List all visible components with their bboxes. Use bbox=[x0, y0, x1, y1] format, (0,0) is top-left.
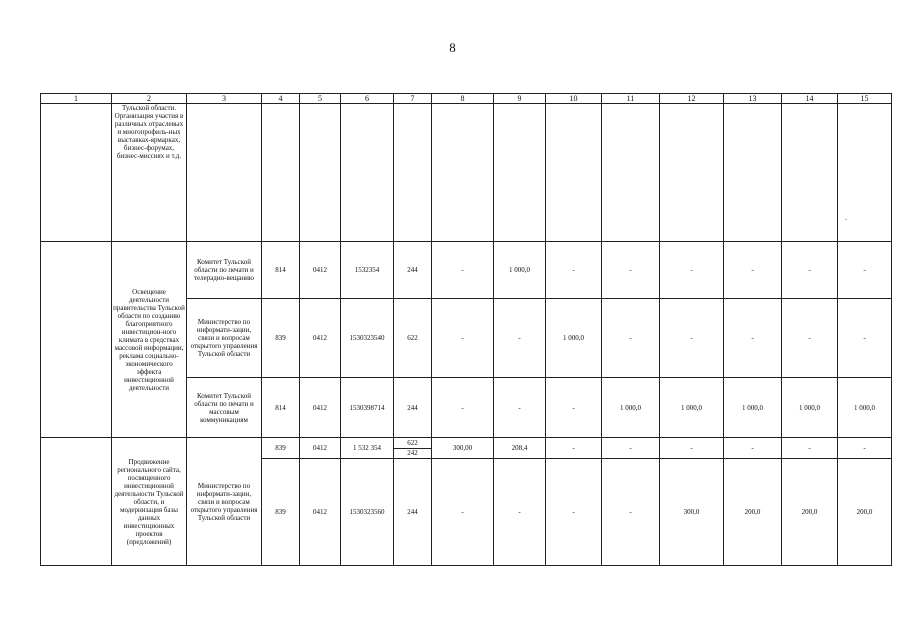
header-cell: 13 bbox=[724, 94, 782, 104]
executor: Министерство по информати-зации, связи и вопросам открытого управления Тульской области bbox=[187, 438, 262, 566]
cell-col6: 1530398714 bbox=[341, 378, 394, 438]
header-cell: 10 bbox=[546, 94, 602, 104]
cell-col9 bbox=[494, 104, 546, 242]
cell-col4 bbox=[262, 104, 300, 242]
cell-col4: 839 bbox=[262, 438, 300, 459]
cell-col14: - bbox=[782, 438, 838, 459]
cell-col7 bbox=[394, 438, 432, 459]
header-cell: 2 bbox=[112, 94, 187, 104]
financing-table bbox=[40, 93, 892, 566]
cell-col12: - bbox=[660, 438, 724, 459]
cell-col6: 1 532 354 bbox=[341, 438, 394, 459]
cell-col11 bbox=[602, 104, 660, 242]
cell-col8: 300,00 bbox=[432, 438, 494, 459]
cell-col1 bbox=[41, 242, 112, 438]
cell-col8: - bbox=[432, 299, 494, 378]
cell-col11: - bbox=[602, 438, 660, 459]
table-row bbox=[41, 242, 892, 299]
cell-col5: 0412 bbox=[300, 242, 341, 299]
cell-col9: - bbox=[494, 459, 546, 566]
cell-col5: 0412 bbox=[300, 378, 341, 438]
table-row bbox=[41, 104, 892, 242]
cell-col10: - bbox=[546, 242, 602, 299]
cell-col9: 1 000,0 bbox=[494, 242, 546, 299]
cell-col6: 1530323560 bbox=[341, 459, 394, 566]
cell-col3 bbox=[187, 104, 262, 242]
cell-col8: - bbox=[432, 459, 494, 566]
margin-mark: . bbox=[845, 213, 847, 222]
executor: Комитет Тульской области по печати и массовым коммуникациям bbox=[187, 378, 262, 438]
table-row bbox=[41, 438, 892, 459]
header-cell: 8 bbox=[432, 94, 494, 104]
cell-col9: - bbox=[494, 299, 546, 378]
header-cell: 11 bbox=[602, 94, 660, 104]
header-cell: 5 bbox=[300, 94, 341, 104]
cell-col8: - bbox=[432, 242, 494, 299]
cell-col8: - bbox=[432, 378, 494, 438]
cell-col10: - bbox=[546, 459, 602, 566]
measure-description: Продвижение регионального сайта, посвященного инвестиционной деятельности Тульской области, и модернизация базы данных инвестиционных проектов (предложений) bbox=[112, 438, 187, 566]
cell-col5 bbox=[300, 104, 341, 242]
cell-col15: - bbox=[838, 438, 892, 459]
cell-col15: 1 000,0 bbox=[838, 378, 892, 438]
cell-col15: 200,0 bbox=[838, 459, 892, 566]
cell-col7-top: 622 bbox=[394, 439, 431, 449]
cell-col5: 0412 bbox=[300, 459, 341, 566]
cell-col9: 208,4 bbox=[494, 438, 546, 459]
cell-col14: - bbox=[782, 299, 838, 378]
cell-col5: 0412 bbox=[300, 299, 341, 378]
header-cell: 3 bbox=[187, 94, 262, 104]
cell-col12: 1 000,0 bbox=[660, 378, 724, 438]
cell-col14 bbox=[782, 104, 838, 242]
header-cell: 1 bbox=[41, 94, 112, 104]
cell-col4: 839 bbox=[262, 299, 300, 378]
cell-col5: 0412 bbox=[300, 438, 341, 459]
header-cell: 15 bbox=[838, 94, 892, 104]
cell-col11: 1 000,0 bbox=[602, 378, 660, 438]
executor: Министерство по информати-зации, связи и вопросам открытого управления Тульской области bbox=[187, 299, 262, 378]
cell-col6: 1530323540 bbox=[341, 299, 394, 378]
cell-col12: 300,0 bbox=[660, 459, 724, 566]
cell-col13 bbox=[724, 104, 782, 242]
measure-description: Освещение деятельности правительства Тульской области по созданию благоприятного инвестицион-ного климата в средствах массовой информации, реклама социально-экономического эффекта инвестиционной деятельности bbox=[112, 242, 187, 438]
cell-col13: - bbox=[724, 438, 782, 459]
header-cell: 14 bbox=[782, 94, 838, 104]
cell-col13: 200,0 bbox=[724, 459, 782, 566]
executor: Комитет Тульской области по печати и телерадио-вещанию bbox=[187, 242, 262, 299]
cell-col7: 244 bbox=[394, 378, 432, 438]
measure-description: Тульской области. Организация участия в различных отраслевых и многопрофиль-ных выставках-ярмарках, бизнес-форумах, бизнес-миссиях и т.д. bbox=[112, 104, 187, 242]
cell-col12 bbox=[660, 104, 724, 242]
cell-col7: 244 bbox=[394, 459, 432, 566]
cell-col4: 839 bbox=[262, 459, 300, 566]
cell-col4: 814 bbox=[262, 242, 300, 299]
cell-col12: - bbox=[660, 242, 724, 299]
cell-col11: - bbox=[602, 242, 660, 299]
cell-col14: - bbox=[782, 242, 838, 299]
cell-col1 bbox=[41, 104, 112, 242]
cell-col10: - bbox=[546, 378, 602, 438]
cell-col11: - bbox=[602, 299, 660, 378]
cell-col10: - bbox=[546, 438, 602, 459]
cell-col6 bbox=[341, 104, 394, 242]
cell-col7-bottom: 242 bbox=[407, 449, 418, 457]
cell-col15 bbox=[838, 104, 892, 242]
cell-col4: 814 bbox=[262, 378, 300, 438]
header-cell: 6 bbox=[341, 94, 394, 104]
header-cell: 4 bbox=[262, 94, 300, 104]
cell-col10 bbox=[546, 104, 602, 242]
cell-col6: 1532354 bbox=[341, 242, 394, 299]
page-number: 8 bbox=[449, 40, 456, 55]
header-cell: 9 bbox=[494, 94, 546, 104]
cell-col12: - bbox=[660, 299, 724, 378]
cell-col9: - bbox=[494, 378, 546, 438]
header-row bbox=[41, 94, 892, 104]
cell-col13: - bbox=[724, 299, 782, 378]
header-cell: 7 bbox=[394, 94, 432, 104]
cell-col14: 200,0 bbox=[782, 459, 838, 566]
cell-col7: 622 bbox=[394, 299, 432, 378]
cell-col1 bbox=[41, 438, 112, 566]
cell-col13: 1 000,0 bbox=[724, 378, 782, 438]
cell-col7 bbox=[394, 104, 432, 242]
cell-col14: 1 000,0 bbox=[782, 378, 838, 438]
cell-col11: - bbox=[602, 459, 660, 566]
cell-col15: - bbox=[838, 299, 892, 378]
cell-col7: 244 bbox=[394, 242, 432, 299]
cell-col15: - bbox=[838, 242, 892, 299]
header-cell: 12 bbox=[660, 94, 724, 104]
cell-col10: 1 000,0 bbox=[546, 299, 602, 378]
cell-col8 bbox=[432, 104, 494, 242]
cell-col13: - bbox=[724, 242, 782, 299]
